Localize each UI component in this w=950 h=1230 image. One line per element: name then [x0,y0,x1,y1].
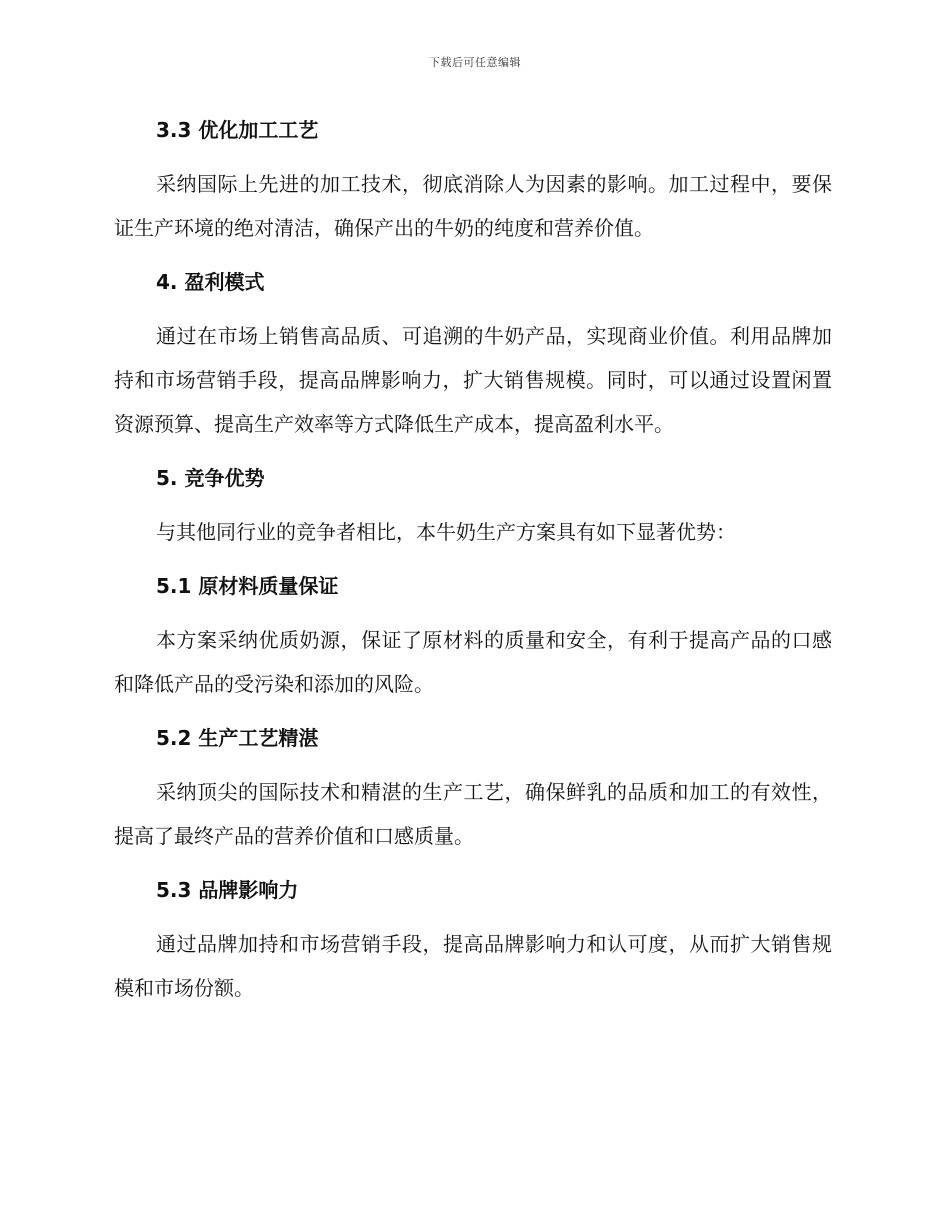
page-header: 下载后可任意编辑 [429,56,521,69]
document-body [114,112,832,1010]
section-heading-3-3: 3.3 优化加工工艺 [156,118,319,142]
section-paragraph: 采纳顶尖的国际技术和精湛的生产工艺，确保鲜乳的品质和加工的有效性，提高了最终产品的营养价值和口感质量。 [114,780,832,848]
section-heading-4: 4. 盈利模式 [156,270,265,294]
section-heading-5-1: 5.1 原材料质量保证 [156,574,339,598]
section-heading-5-2: 5.2 生产工艺精湛 [156,726,319,750]
section-paragraph: 本方案采纳优质奶源，保证了原材料的质量和安全，有利于提高产品的口感和降低产品的受污染和添加的风险。 [114,628,832,696]
section-heading-5-3: 5.3 品牌影响力 [156,878,299,902]
section-paragraph: 通过在市场上销售高品质、可追溯的牛奶产品，实现商业价值。利用品牌加持和市场营销手段，提高品牌影响力，扩大销售规模。同时，可以通过设置闲置资源预算、提高生产效率等方式降低生产成本，提高盈利水平。 [114,324,832,436]
section-paragraph: 与其他同行业的竞争者相比，本牛奶生产方案具有如下显著优势： [156,520,736,544]
section-paragraph: 采纳国际上先进的加工技术，彻底消除人为因素的影响。加工过程中，要保证生产环境的绝对清洁，确保产出的牛奶的纯度和营养价值。 [114,172,832,240]
section-paragraph: 通过品牌加持和市场营销手段，提高品牌影响力和认可度，从而扩大销售规模和市场份额。 [114,932,832,1000]
section-heading-5: 5. 竞争优势 [156,466,265,490]
